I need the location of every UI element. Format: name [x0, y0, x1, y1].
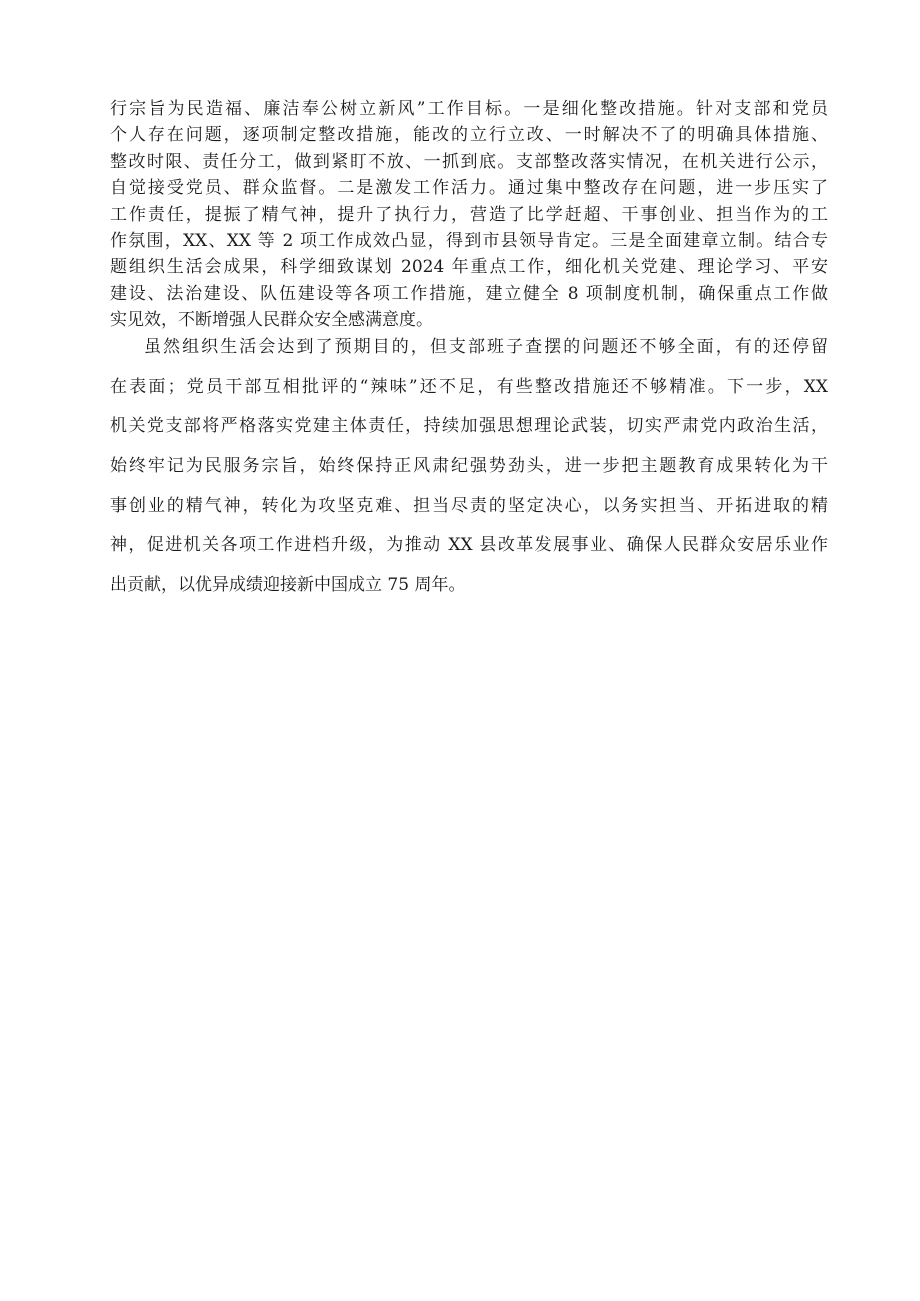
- paragraph-1-line: 整改时限、责任分工，做到紧盯不放、一抓到底。支部整改落实情况，在机关进行公示，: [110, 151, 828, 172]
- paragraph-1-line: 建设、法治建设、队伍建设等各项工作措施，建立健全 8 项制度机制，确保重点工作做: [110, 283, 828, 304]
- paragraph-1-line: 个人存在问题，逐项制定整改措施，能改的立行立改、一时解决不了的明确具体措施、: [110, 125, 828, 146]
- paragraph-2: [110, 328, 828, 606]
- paragraph-2-line: 机关党支部将严格落实党建主体责任，持续加强思想理论武装，切实严肃党内政治生活，: [110, 416, 828, 437]
- paragraph-1-line: 工作责任，提振了精气神，提升了执行力，营造了比学赶超、干事创业、担当作为的工: [110, 204, 828, 225]
- paragraph-2-line: 虽然组织生活会达到了预期目的，但支部班子查摆的问题还不够全面，有的还停留: [144, 337, 828, 357]
- paragraph-1-line: 行宗旨为民造福、廉洁奉公树立新风”工作目标。一是细化整改措施。针对支部和党员: [110, 99, 828, 119]
- paragraph-1-line: 实见效，不断增强人民群众安全感满意度。: [110, 310, 433, 331]
- paragraph-1-line: 作氛围，XX、XX 等 2 项工作成效凸显，得到市县领导肯定。三是全面建章立制。结合专: [110, 230, 828, 251]
- paragraph-2-line: 始终牢记为民服务宗旨，始终保持正风肃纪强势劲头，进一步把主题教育成果转化为干: [110, 456, 828, 477]
- paragraph-2-line: 在表面；党员干部互相批评的“辣味”还不足，有些整改措施还不够精准。下一步，XX: [110, 376, 828, 397]
- paragraph-2-line: 事创业的精气神，转化为攻坚克难、担当尽责的坚定决心，以务实担当、开拓进取的精: [110, 495, 828, 516]
- paragraph-2-line: 神，促进机关各项工作进档升级，为推动 XX 县改革发展事业、确保人民群众安居乐业作: [110, 535, 828, 556]
- paragraph-2-line: 出贡献，以优异成绩迎接新中国成立 75 周年。: [110, 575, 466, 596]
- paragraph-1-line: 题组织生活会成果，科学细致谋划 2024 年重点工作，细化机关党建、理论学习、平安: [110, 257, 828, 278]
- paragraph-1: [110, 96, 828, 334]
- paragraph-1-line: 自觉接受党员、群众监督。二是激发工作活力。通过集中整改存在问题，进一步压实了: [110, 178, 828, 199]
